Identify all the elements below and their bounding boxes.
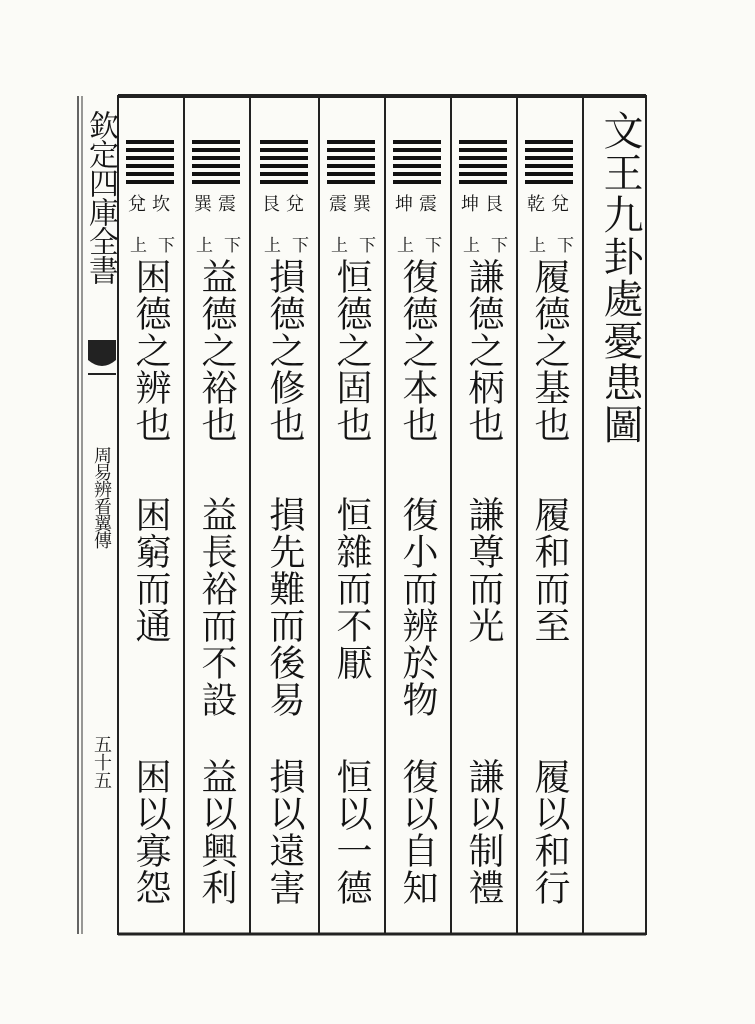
nature-line: 益長裕而不設 [196, 496, 237, 718]
virtue-line: 損德之修也 [264, 258, 305, 443]
lower-trigram: 兌 [548, 194, 569, 212]
margin-subtitle: 周易辨㸔翼傳 [91, 446, 112, 548]
lower-label: 下 [355, 236, 375, 253]
hexagram-symbol [327, 140, 375, 186]
lower-label: 下 [288, 236, 308, 253]
use-line: 損以遠害 [264, 758, 305, 906]
lower-label: 下 [154, 236, 174, 253]
hexagram-symbol [126, 140, 174, 186]
upper-label: 上 [126, 236, 146, 253]
lower-trigram: 巽 [350, 194, 371, 212]
lower-trigram: 艮 [482, 194, 503, 212]
hexagram-column-heng [319, 108, 385, 940]
lower-trigram: 兌 [283, 194, 304, 212]
hexagram-column-kun [118, 108, 184, 940]
hexagram-column-sun [252, 108, 318, 940]
upper-trigram: 坤 [458, 194, 479, 212]
upper-label: 上 [525, 236, 545, 253]
hexagram-symbol [459, 140, 507, 186]
use-line: 履以和行 [529, 758, 570, 906]
lower-label: 下 [421, 236, 441, 253]
hexagram-column-lu [517, 108, 583, 940]
virtue-line: 困德之辨也 [130, 258, 171, 443]
hexagram-column-fu [385, 108, 451, 940]
lower-label: 下 [553, 236, 573, 253]
hexagram-column-qian [451, 108, 517, 940]
nature-line: 履和而至 [529, 496, 570, 644]
upper-label: 上 [459, 236, 479, 253]
nature-line: 恒雜而不厭 [331, 496, 372, 681]
upper-trigram: 巽 [191, 194, 212, 212]
upper-label: 上 [327, 236, 347, 253]
virtue-line: 益德之裕也 [196, 258, 237, 443]
lower-trigram: 坎 [149, 194, 170, 212]
use-line: 謙以制禮 [463, 758, 504, 906]
upper-label: 上 [260, 236, 280, 253]
lower-label: 下 [220, 236, 240, 253]
upper-trigram: 兌 [125, 194, 146, 212]
hexagram-column-yi [184, 108, 250, 940]
nature-line: 損先難而後易 [264, 496, 305, 718]
upper-label: 上 [192, 236, 212, 253]
use-line: 恒以一德 [331, 758, 372, 906]
nature-line: 復小而辨於物 [397, 496, 438, 718]
use-line: 困以寡怨 [130, 758, 171, 906]
virtue-line: 履德之基也 [529, 258, 570, 443]
page-number: 五十五 [91, 735, 112, 789]
upper-trigram: 震 [326, 194, 347, 212]
hexagram-symbol [393, 140, 441, 186]
hexagram-symbol [260, 140, 308, 186]
virtue-line: 謙德之柄也 [463, 258, 504, 443]
hexagram-symbol [525, 140, 573, 186]
nature-line: 謙尊而光 [463, 496, 504, 644]
nature-line: 困窮而通 [130, 496, 171, 644]
margin-book-title: 欽定四庫全書 [83, 110, 118, 284]
upper-trigram: 坤 [392, 194, 413, 212]
lower-label: 下 [487, 236, 507, 253]
use-line: 益以興利 [196, 758, 237, 906]
virtue-line: 恒德之固也 [331, 258, 372, 443]
upper-label: 上 [393, 236, 413, 253]
upper-trigram: 乾 [524, 194, 545, 212]
virtue-line: 復德之本也 [397, 258, 438, 443]
page-title: 文王九卦處憂患圖 [597, 110, 643, 446]
hexagram-symbol [192, 140, 240, 186]
lower-trigram: 震 [416, 194, 437, 212]
lower-trigram: 震 [215, 194, 236, 212]
upper-trigram: 艮 [259, 194, 280, 212]
use-line: 復以自知 [397, 758, 438, 906]
